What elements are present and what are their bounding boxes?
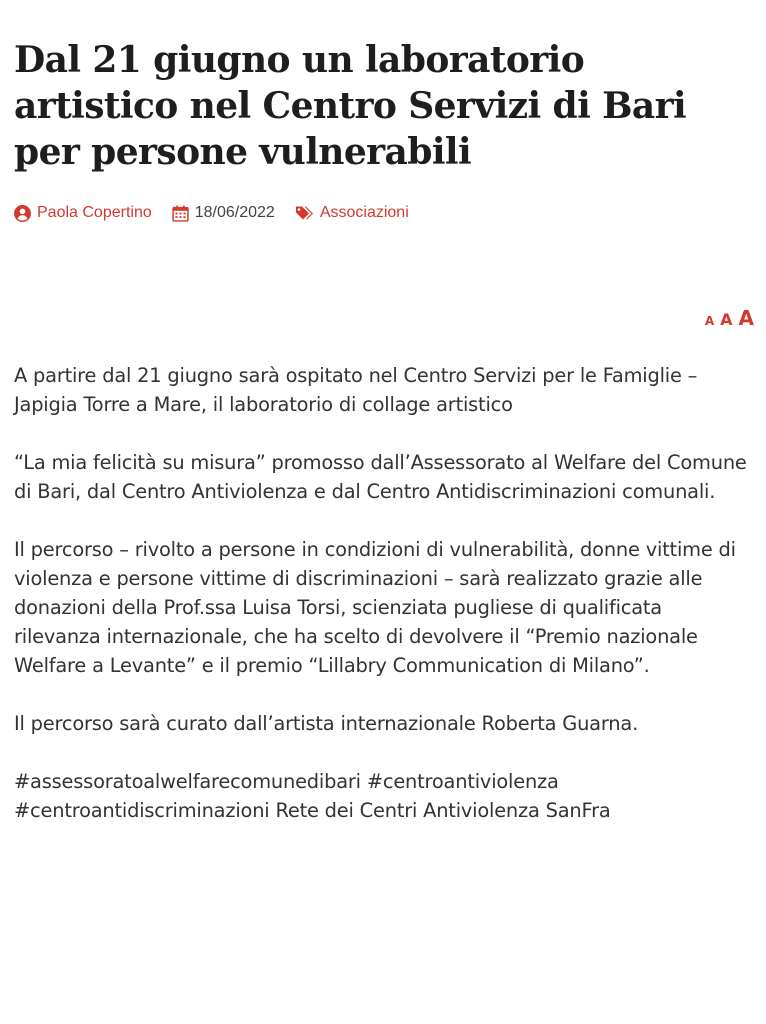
calendar-icon [172, 205, 189, 222]
font-size-small-button[interactable]: A [704, 314, 715, 328]
font-size-large-button[interactable]: A [738, 306, 754, 330]
article-meta [14, 204, 429, 222]
article-title: Dal 21 giugno un laboratorio artistico nel Centro Servizi di Bari per persone vulnerabili [14, 39, 687, 173]
font-size-controls [699, 306, 754, 330]
date-text: 18/06/2022 [194, 204, 275, 221]
category-link[interactable] [295, 204, 409, 222]
post-date [172, 204, 275, 222]
article-body [14, 361, 754, 854]
article [14, 0, 754, 822]
tag-icon [295, 205, 314, 222]
hashtags-paragraph: #assessoratoalwelfarecomunedibari #centroantiviolenza #centroantidiscriminazioni Rete dei Centri Antiviolenza SanFra [14, 770, 611, 822]
category-name: Associazioni [319, 204, 409, 221]
user-circle-icon [14, 205, 31, 222]
paragraph: Il percorso – rivolto a persone in condizioni di vulnerabilità, donne vittime di violenza e persone vittime di discriminazioni – sarà realizzato grazie alle donazioni della Prof.ssa Luisa Torsi, scienziata pugliese di qualificata rilevanza internazionale, che ha scelto di devolvere il “Premio nazionale Welfare a Levante” e il premio “Lillabry Communication di Milano”. [14, 538, 736, 677]
paragraph: “La mia felicità su misura” promosso dall’Assessorato al Welfare del Comune di Bari, dal Centro Antiviolenza e dal Centro Antidiscriminazioni comunali. [14, 451, 747, 503]
author-name: Paola Copertino [37, 204, 152, 221]
author-link[interactable] [14, 204, 152, 222]
paragraph: A partire dal 21 giugno sarà ospitato nel Centro Servizi per le Famiglie – Japigia Torre a Mare, il laboratorio di collage artistico [14, 364, 698, 416]
paragraph: Il percorso sarà curato dall’artista internazionale Roberta Guarna. [14, 712, 639, 735]
font-size-medium-button[interactable]: A [720, 310, 733, 329]
